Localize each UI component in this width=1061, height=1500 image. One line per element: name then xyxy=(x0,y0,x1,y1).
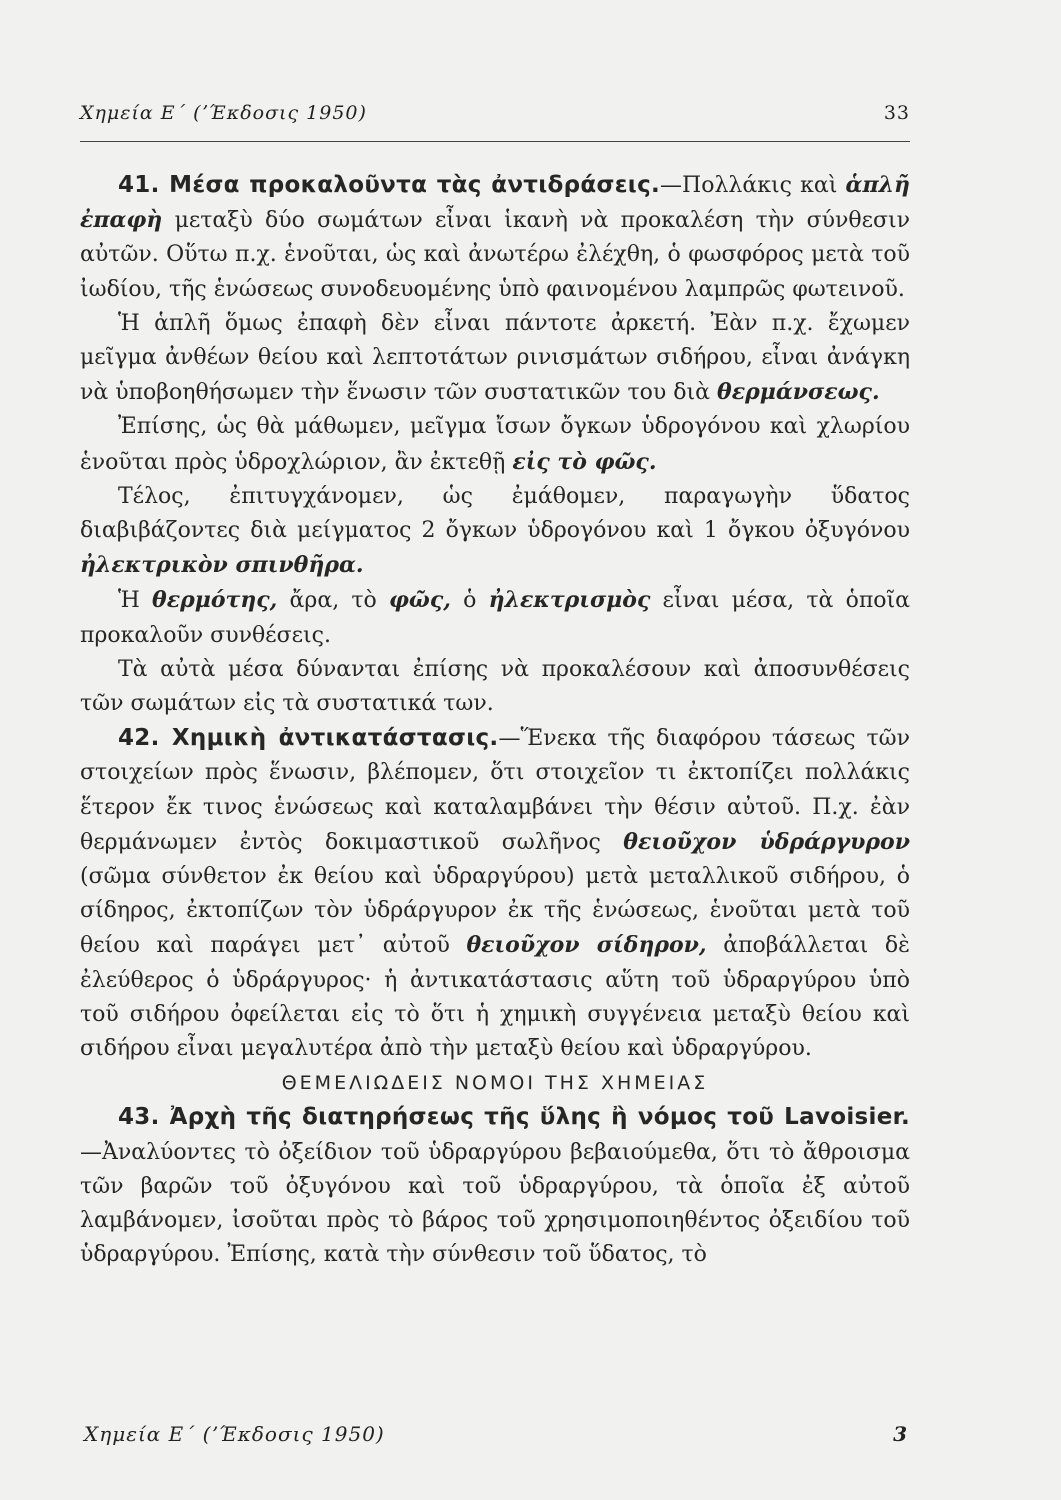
text-run: (σῶμα σύνθετον ἐκ θείου καὶ ὑδραργύρου) μετὰ μεταλλικοῦ σιδήρου, ὁ σίδηρος, ἐκτοπίζων τὸν ὑδράργυρον ἐκ τῆς ἑνώσεως, ἑνοῦται μετὰ τοῦ θείου καὶ παράγει μετ᾽ αὐτοῦ xyxy=(80,864,910,959)
section-41-paragraph-3 xyxy=(80,410,910,479)
text-run: Ἐπίσης, ὡς θὰ μάθωμεν, μεῖγμα ἴσων ὄγκων ὑδρογόνου καὶ χλωρίου ἑνοῦται πρὸς ὑδροχλώριον, ἂν ἐκτεθῇ xyxy=(80,414,910,475)
text-run: Τέλος, ἐπιτυγχάνομεν, ὡς ἐμάθομεν, παραγωγὴν ὕδατος διαβιβάζοντες διὰ μείγματος 2 ὄγκων ὑδρογόνου καὶ 1 ὄγκου ὀξυγόνου xyxy=(80,483,910,544)
emphasis: φῶς, xyxy=(389,587,451,614)
section-43-title: 43. Ἀρχὴ τῆς διατηρήσεως τῆς ὕλης ἢ νόμος τοῦ Lavoisier. xyxy=(118,1104,910,1131)
text-run: —Ἕνεκα τῆς διαφόρου τάσεως τῶν στοιχείων πρὸς ἕνωσιν, βλέπομεν, ὅτι στοιχεῖον τι ἐκτοπίζει πολλάκις ἕτερον ἔκ τινος ἑνώσεως καὶ καταλαμβάνει τὴν θέσιν αὐτοῦ. Π.χ. ἐὰν θερμάνωμεν ἐντὸς δοκιμαστικοῦ σωλῆνος xyxy=(80,726,910,855)
signature-mark: 3 xyxy=(893,1422,908,1446)
header-rule xyxy=(80,141,910,142)
emphasis: εἰς τὸ φῶς. xyxy=(512,448,657,475)
section-42-title: 42. Χημικὴ ἀντικατάστασις. xyxy=(118,725,499,752)
text-run: εἶναι μέσα, τὰ ὁποῖα προκαλοῦν συνθέσεις. xyxy=(80,588,911,648)
text-run: —Πολλάκις καὶ xyxy=(660,173,838,198)
header-title: Χημεία Ε΄ (ʼΈκδοσις 1950) xyxy=(80,102,367,124)
section-41-paragraph-2 xyxy=(80,307,910,411)
section-43-paragraph-1 xyxy=(80,1100,910,1272)
footer-title: Χημεία Ε΄ (ʼΈκδοσις 1950) xyxy=(84,1422,385,1446)
emphasis: ἁπλῆ ἐπαφὴ xyxy=(80,172,910,234)
chapter-heading: ΘΕΜΕΛΙΩΔΕΙΣ ΝΟΜΟΙ ΤΗΣ ΧΗΜΕΙΑΣ xyxy=(281,1072,709,1095)
section-41-paragraph-5 xyxy=(80,583,910,652)
running-header xyxy=(80,102,910,124)
section-41-paragraph-6: Τὰ αὐτὰ μέσα δύνανται ἐπίσης νὰ προκαλέσουν καὶ ἀποσυνθέσεις τῶν σωμάτων εἰς τὰ συστατικά των. xyxy=(80,656,910,717)
emphasis: θειοῦχον σίδηρον, xyxy=(466,932,707,959)
page-number: 33 xyxy=(883,102,910,124)
emphasis: ἠλεκτρισμὸς xyxy=(488,587,651,614)
section-41-paragraph-4 xyxy=(80,480,910,584)
section-41-paragraph-1 xyxy=(80,168,910,307)
emphasis: θερμάνσεως. xyxy=(717,379,880,406)
section-41-title: 41. Μέσα προκαλοῦντα τὰς ἀντιδράσεις. xyxy=(118,172,661,198)
page-footer xyxy=(84,1422,908,1446)
emphasis: θειοῦχον ὑδράργυρον xyxy=(623,828,910,855)
text-run: ὁ xyxy=(463,588,477,614)
text-run: ἄρα, τὸ xyxy=(289,588,377,614)
text-run: —Ἀναλύοντες τὸ ὀξείδιον τοῦ ὑδραργύρου βεβαιούμεθα, ὅτι τὸ ἄθροισμα τῶν βαρῶν τοῦ ὀξυγόνου καὶ τοῦ ὑδραργύρου, τὰ ὁποῖα ἐξ αὐτοῦ λαμβάνομεν, ἰσοῦται πρὸς τὸ βάρος τοῦ χρησιμοποιηθέντος ὀξειδίου τοῦ ὑδραργύρου. Ἐπίσης, κατὰ τὴν σύνθεσιν τοῦ ὕδατος, τὸ xyxy=(80,1139,910,1268)
text-run: Ἡ ἁπλῆ ὅμως ἐπαφὴ δὲν εἶναι πάντοτε ἀρκετή. Ἐὰν π.χ. ἔχωμεν μεῖγμα ἀνθέων θείου καὶ λεπτοτάτων ρινισμάτων σιδήρου, εἶναι ἀνάγκη νὰ ὑποβοηθήσωμεν τὴν ἕνωσιν τῶν συστατικῶν του διὰ xyxy=(80,310,910,406)
text-run: Ἡ xyxy=(118,588,140,614)
section-42-paragraph-1 xyxy=(80,721,910,1066)
emphasis: θερμότης, xyxy=(152,587,278,614)
emphasis: ἠλεκτρικὸν σπινθῆρα. xyxy=(80,552,364,579)
text-run: ἀποβάλλεται δὲ ἐλεύθερος ὁ ὑδράργυρος· ἡ ἀντικατάστασις αὕτη τοῦ ὑδραργύρου ὑπὸ τοῦ σιδήρου ὀφείλεται εἰς τὸ ὅτι ἡ χημικὴ συγγένεια μεταξὺ θείου καὶ σιδήρου εἶναι μεγαλυτέρα ἀπὸ τὴν μεταξὺ θείου καὶ ὑδραργύρου. xyxy=(80,933,910,1062)
text-run: μεταξὺ δύο σωμάτων εἶναι ἱκανὴ νὰ προκαλέση τὴν σύνθεσιν αὐτῶν. Οὕτω π.χ. ἑνοῦται, ὡς καὶ ἀνωτέρω ἐλέχθη, ὁ φωσφόρος μετὰ τοῦ ἰωδίου, τῆς ἑνώσεως συνοδευομένης ὑπὸ φαινομένου λαμπρῶς φωτεινοῦ. xyxy=(80,208,910,302)
body-text xyxy=(80,168,910,1273)
